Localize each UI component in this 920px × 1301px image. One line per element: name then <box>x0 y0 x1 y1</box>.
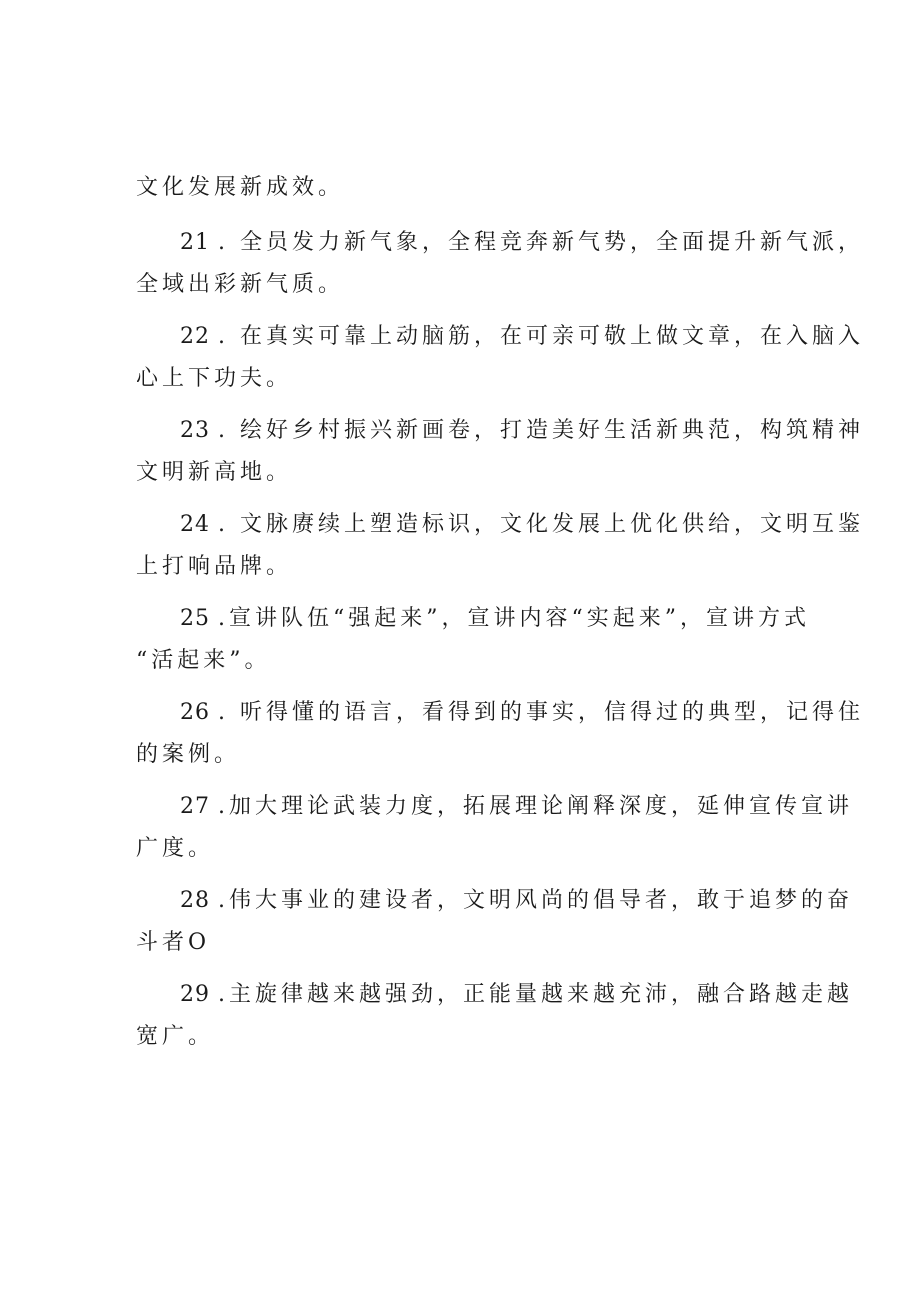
item-24-line1 <box>180 510 864 540</box>
item-22-line1 <box>180 322 864 352</box>
item-text: . 绘好乡村振兴新画卷，打造美好生活新典范，构筑精神 <box>218 418 864 443</box>
item-text: .主旋律越来越强劲，正能量越来越充沛，融合路越走越 <box>218 982 853 1007</box>
item-number: 21 <box>180 230 210 255</box>
item-number: 26 <box>180 700 210 725</box>
item-text: . 在真实可靠上动脑筋，在可亲可敬上做文章，在入脑入 <box>218 324 864 349</box>
item-number: 28 <box>180 888 210 913</box>
item-25-line2: “活起来”。 <box>136 648 271 673</box>
item-26-line1 <box>180 698 864 728</box>
item-22-line2: 心上下功夫。 <box>136 366 293 391</box>
item-28-line2: 斗者O <box>136 930 211 955</box>
item-number: 22 <box>180 324 210 349</box>
item-27-line2: 广度。 <box>136 836 215 861</box>
item-25-line1 <box>180 604 810 634</box>
item-number: 25 <box>180 606 210 631</box>
item-24-line2: 上打响品牌。 <box>136 554 293 579</box>
item-23-line1 <box>180 416 864 446</box>
item-text: . 文脉赓续上塑造标识，文化发展上优化供给，文明互鉴 <box>218 512 864 537</box>
item-21-line1 <box>180 228 864 258</box>
item-text: . 听得懂的语言，看得到的事实，信得过的典型，记得住 <box>218 700 864 725</box>
item-number: 23 <box>180 418 210 443</box>
item-number: 27 <box>180 794 210 819</box>
item-23-line2: 文明新高地。 <box>136 460 293 485</box>
item-27-line1 <box>180 792 853 822</box>
item-29-line1 <box>180 980 853 1010</box>
item-text: .宣讲队伍“强起来”，宣讲内容“实起来”，宣讲方式 <box>218 606 810 631</box>
item-28-line1 <box>180 886 853 916</box>
item-29-line2: 宽广。 <box>136 1024 215 1049</box>
item-number: 29 <box>180 982 210 1007</box>
item-text: .加大理论武装力度，拓展理论阐释深度，延伸宣传宣讲 <box>218 794 853 819</box>
lead-line: 文化发展新成效。 <box>136 175 345 200</box>
item-26-line2: 的案例。 <box>136 742 241 767</box>
item-text: .伟大事业的建设者，文明风尚的倡导者，敢于追梦的奋 <box>218 888 853 913</box>
item-number: 24 <box>180 512 210 537</box>
item-21-line2: 全域出彩新气质。 <box>136 272 345 297</box>
item-text: . 全员发力新气象，全程竞奔新气势，全面提升新气派， <box>218 230 864 255</box>
